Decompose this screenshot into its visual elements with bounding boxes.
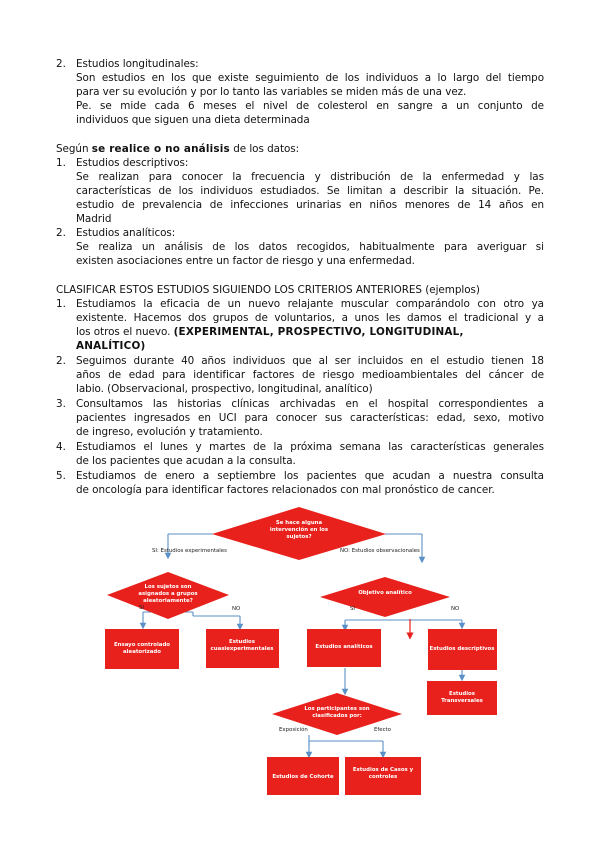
- decision-label: Los sujetos son: [144, 584, 192, 590]
- branch-label-no: NO: [232, 606, 241, 612]
- decision-label: sujetos?: [286, 534, 312, 540]
- branch-label-yes: SI: [139, 605, 145, 611]
- box-label: Estudios de Casos y: [352, 767, 414, 773]
- paragraph-line: Se realiza un análisis de los datos recogidos, habitualmente para averiguar si: [76, 241, 544, 253]
- answer-bold: ANALÍTICO): [76, 340, 146, 352]
- paragraph-line: de oncología para identificar factores relacionados con mal pronóstico de cancer.: [76, 484, 495, 496]
- paragraph-line: características de los individuos estudiados. Se limitan a describir la situación. Pe.: [76, 185, 544, 197]
- box-label: Ensayo controlado: [113, 642, 171, 648]
- paragraph-line: para ver su evolución y por lo tanto las variables se miden más de una vez.: [76, 86, 467, 98]
- paragraph-line: labio. (Observacional, prospectivo, longitudinal, analítico): [76, 383, 373, 395]
- box-label: controles: [368, 774, 398, 780]
- list-number: 2.: [56, 58, 66, 70]
- box-label: Transversales: [441, 698, 483, 704]
- box-label: Estudios descriptivos: [429, 646, 495, 652]
- section-title: Estudios longitudinales:: [76, 58, 199, 70]
- list-number: 5.: [56, 470, 66, 482]
- paragraph-line: Estudiamos de enero a septiembre los pacientes que acudan a nuestra consulta: [76, 470, 544, 482]
- paragraph-line: existente. Hacemos dos grupos de voluntarios, a unos les damos el tradicional y a: [76, 312, 544, 324]
- paragraph-line: Pe. se mide cada 6 meses el nivel de colesterol en sangre a un conjunto de: [76, 100, 544, 112]
- paragraph-line: Estudiamos el lunes y martes de la próxima semana las características generales: [76, 441, 544, 453]
- decision-label: clasificados por:: [312, 713, 362, 719]
- paragraph-line: Estudiamos la eficacia de un nuevo relajante muscular comparándolo con otro ya: [76, 298, 544, 310]
- list-number: 1.: [56, 298, 66, 310]
- branch-label-experimental: SI: Estudios experimentales: [152, 548, 227, 554]
- paragraph-line: existen asociaciones entre un factor de riesgo y una enfermedad.: [76, 255, 415, 267]
- branch-label-exposure: Exposición: [279, 727, 308, 733]
- section-title: Estudios descriptivos:: [76, 157, 189, 169]
- section-title: Estudios analíticos:: [76, 227, 176, 239]
- section-intro: Según se realice o no análisis de los datos:: [56, 143, 300, 155]
- branch-label-effect: Efecto: [374, 727, 391, 733]
- paragraph-line: los otros el nuevo. (EXPERIMENTAL, PROSPECTIVO, LONGITUDINAL,: [76, 326, 464, 338]
- decision-label: Se hace alguna: [275, 520, 323, 526]
- branch-label-no: NO: [451, 606, 460, 612]
- list-number: 3.: [56, 398, 66, 410]
- box-label: aleatorizado: [123, 649, 161, 655]
- decision-label: intervención en los: [269, 527, 329, 533]
- paragraph-line: Se realizan para conocer la frecuencia y distribución de la enfermedad y las: [76, 171, 544, 183]
- paragraph-line: Madrid: [76, 213, 112, 225]
- decision-label: asignados a grupos: [138, 591, 198, 597]
- box-label: Estudios: [449, 691, 475, 697]
- box-label: Estudios: [229, 639, 255, 645]
- list-number: 2.: [56, 227, 66, 239]
- paragraph-line: individuos que siguen una dieta determinada: [76, 114, 310, 126]
- paragraph-line: Consultamos las historias clínicas archivadas en el hospital correspondientes a: [76, 398, 544, 410]
- decision-analytic-objective: [320, 577, 450, 617]
- list-number: 2.: [56, 355, 66, 367]
- branch-label-observational: NO: Estudios observacionales: [340, 548, 420, 554]
- list-number: 1.: [56, 157, 66, 169]
- decision-label: aleatoriamente?: [143, 598, 193, 604]
- paragraph-line: Seguimos durante 40 años individuos que al ser incluidos en el estudio tienen 18: [76, 355, 544, 367]
- branch-label-yes: SI: [350, 606, 356, 612]
- decision-label: Objetivo analítico: [358, 590, 412, 596]
- paragraph-line: de los pacientes que acudan a la consulta.: [76, 455, 296, 467]
- paragraph-line: estudio de prevalencia de infecciones urinarias en niños menores de 14 años en: [76, 199, 544, 211]
- decision-label: Los participantes son: [304, 706, 370, 712]
- box-label: Estudios analíticos: [315, 644, 373, 650]
- list-number: 4.: [56, 441, 66, 453]
- box-label: cuasiexperimentales: [210, 646, 274, 652]
- paragraph-line: pacientes ingresados en UCI para conocer sus características: edad, sexo, motivo: [76, 412, 544, 424]
- box-label: Estudios de Cohorte: [272, 774, 334, 780]
- exercise-heading: CLASIFICAR ESTOS ESTUDIOS SIGUIENDO LOS CRITERIOS ANTERIORES (ejemplos): [56, 284, 480, 296]
- paragraph-line: Son estudios en los que existe seguimiento de los individuos a lo largo del tiempo: [76, 72, 544, 84]
- paragraph-line: de ingreso, evolución y tratamiento.: [76, 426, 263, 438]
- paragraph-line: años de edad para identificar factores de riesgo medioambientales del cáncer de: [76, 369, 544, 381]
